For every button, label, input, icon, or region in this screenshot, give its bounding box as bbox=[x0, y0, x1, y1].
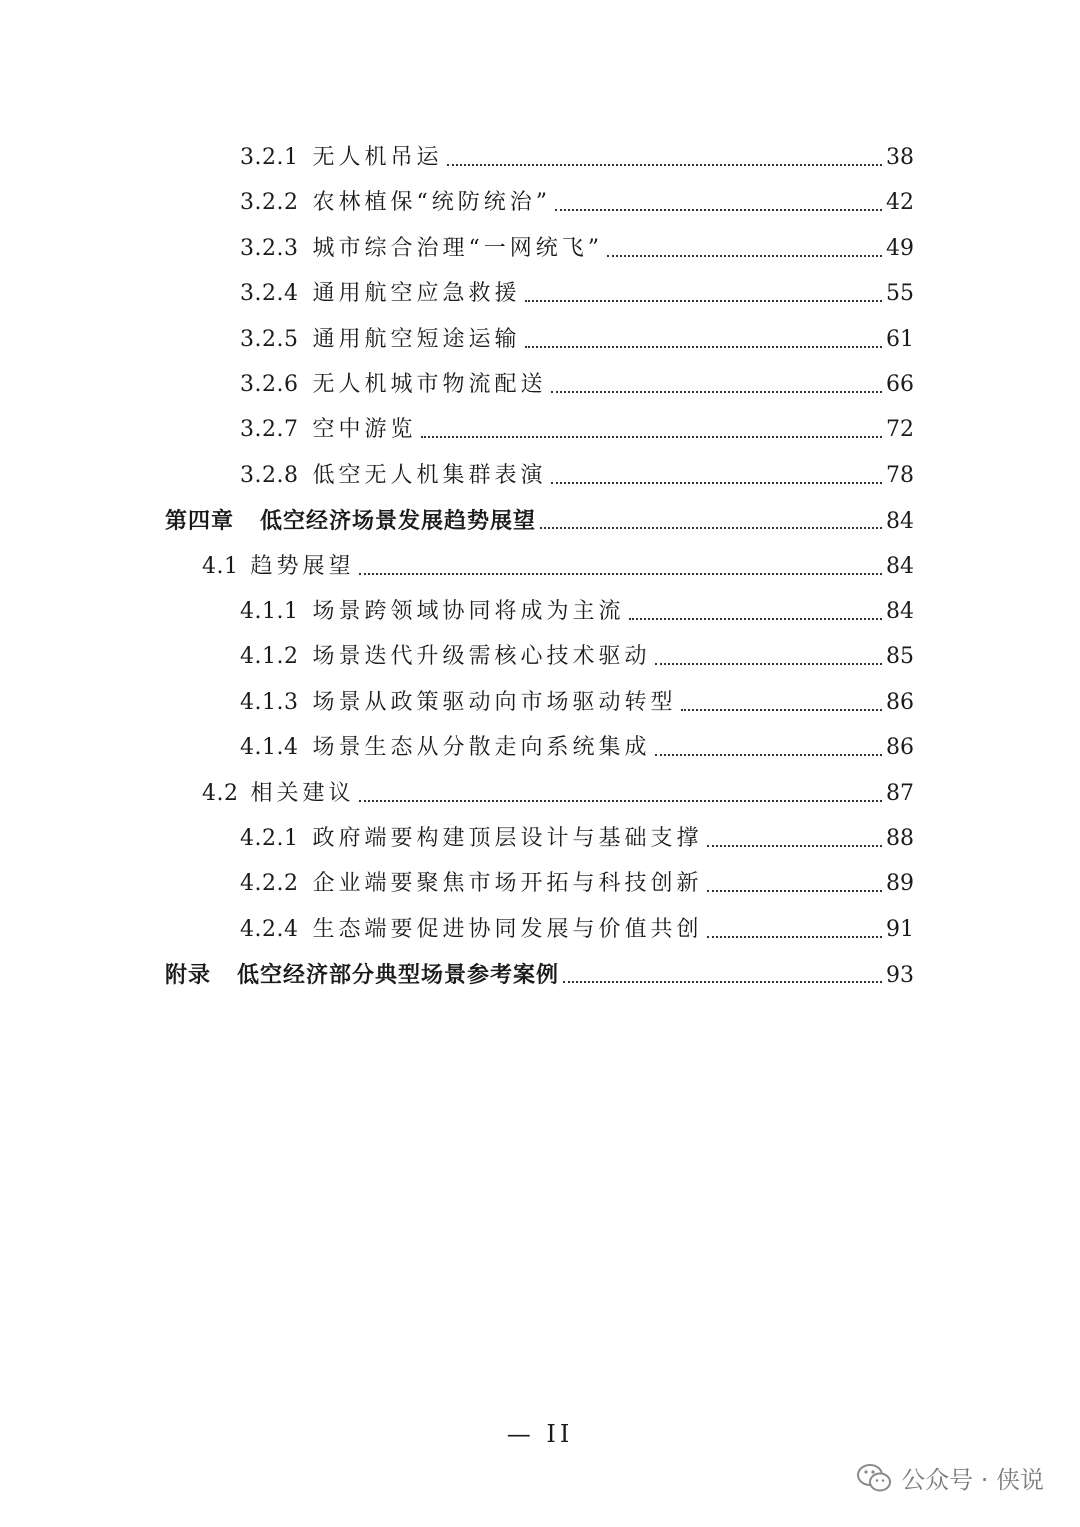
toc-entry bbox=[0, 183, 1080, 223]
dot-leader bbox=[525, 345, 883, 348]
wechat-icon bbox=[857, 1463, 891, 1493]
toc-entry bbox=[0, 138, 1080, 178]
toc-entry bbox=[0, 592, 1080, 632]
dot-leader bbox=[359, 799, 882, 802]
toc-entry-page: 38 bbox=[886, 145, 914, 170]
toc-entry-page: 89 bbox=[886, 871, 914, 897]
dot-leader bbox=[551, 390, 883, 393]
toc-entry-page: 66 bbox=[886, 372, 914, 397]
toc-entry-page: 86 bbox=[886, 735, 914, 761]
toc-entry bbox=[0, 910, 1080, 950]
toc-entry-number: 4.2 bbox=[202, 780, 239, 806]
toc-entry-page: 78 bbox=[886, 462, 914, 488]
toc-entry bbox=[0, 774, 1080, 814]
toc-entry-title: 场景生态从分散走向系统集成 bbox=[312, 735, 651, 761]
toc-entry bbox=[0, 864, 1080, 904]
watermark-text: 公众号 · 侠说 bbox=[901, 1466, 1044, 1494]
dot-leader bbox=[655, 753, 883, 756]
toc-entry-number: 第四章 bbox=[165, 508, 235, 535]
toc-entry-number: 4.2.4 bbox=[240, 916, 299, 942]
toc-entry bbox=[0, 547, 1080, 587]
toc-entry-number: 3.2.5 bbox=[240, 326, 299, 352]
toc-entry-page: 84 bbox=[886, 553, 914, 579]
toc-entry-page: 87 bbox=[886, 780, 914, 806]
dot-leader bbox=[421, 435, 883, 438]
toc-entry-number: 4.2.1 bbox=[240, 826, 299, 851]
toc-entry-title: 空中游览 bbox=[312, 417, 417, 443]
toc-entry-page: 91 bbox=[886, 916, 914, 942]
dot-leader bbox=[655, 662, 883, 665]
toc-entry-title: 生态端要促进协同发展与价值共创 bbox=[312, 916, 703, 942]
toc-entry-title: 通用航空应急救援 bbox=[312, 281, 521, 307]
toc-entry-number: 3.2.3 bbox=[240, 235, 299, 261]
toc-entry-number: 3.2.6 bbox=[240, 372, 299, 397]
toc-entry-page: 88 bbox=[886, 826, 914, 851]
toc-entry-page: 42 bbox=[886, 190, 914, 216]
toc-entry-number: 4.1 bbox=[202, 553, 239, 579]
toc-entry-title: 场景从政策驱动向市场驱动转型 bbox=[312, 689, 677, 715]
toc-entry bbox=[0, 637, 1080, 677]
toc-entry-page: 85 bbox=[886, 644, 914, 670]
dot-leader bbox=[707, 935, 883, 938]
toc-entry-number: 4.1.3 bbox=[240, 689, 299, 715]
toc-entry bbox=[0, 728, 1080, 768]
toc-entry-page: 61 bbox=[886, 326, 914, 352]
toc-entry-number: 4.1.4 bbox=[240, 735, 299, 761]
dot-leader bbox=[525, 299, 883, 302]
toc-entry-page: 84 bbox=[886, 599, 914, 624]
toc-entry-title: 场景迭代升级需核心技术驱动 bbox=[312, 644, 651, 670]
toc-entry bbox=[0, 410, 1080, 450]
toc-entry-number: 4.1.2 bbox=[240, 644, 299, 670]
dot-leader bbox=[563, 980, 882, 983]
toc-entry-title: 无人机吊运 bbox=[312, 145, 443, 170]
toc-entry-number: 附录 bbox=[165, 962, 212, 989]
toc-entry bbox=[0, 683, 1080, 723]
toc-entry-number: 4.2.2 bbox=[240, 871, 299, 897]
toc-entry-title: 低空经济部分典型场景参考案例 bbox=[237, 962, 560, 989]
toc-entry-page: 84 bbox=[886, 509, 914, 535]
toc-entry-title: 城市综合治理“一网统飞” bbox=[312, 235, 603, 261]
dot-leader bbox=[629, 617, 883, 620]
dot-leader bbox=[540, 526, 882, 529]
toc-entry bbox=[0, 320, 1080, 360]
toc-entry-title: 相关建议 bbox=[250, 780, 355, 806]
dot-leader bbox=[551, 481, 883, 484]
dot-leader bbox=[447, 163, 883, 166]
dot-leader bbox=[681, 708, 883, 711]
page-number: — II bbox=[506, 1420, 574, 1448]
toc-entry bbox=[0, 229, 1080, 269]
toc-entry-title: 企业端要聚焦市场开拓与科技创新 bbox=[312, 871, 703, 897]
toc-entry-title: 政府端要构建顶层设计与基础支撑 bbox=[312, 826, 703, 851]
dot-leader bbox=[707, 844, 883, 847]
toc-entry bbox=[0, 955, 1080, 995]
toc-entry-number: 3.2.1 bbox=[240, 145, 299, 170]
toc-entry bbox=[0, 365, 1080, 405]
dot-leader bbox=[707, 889, 883, 892]
dot-leader bbox=[607, 254, 882, 257]
watermark bbox=[857, 1460, 1044, 1495]
toc-entry bbox=[0, 274, 1080, 314]
toc-entry-page: 93 bbox=[886, 963, 914, 989]
toc-entry-number: 3.2.7 bbox=[240, 417, 299, 443]
toc-entry bbox=[0, 501, 1080, 541]
toc-entry-number: 4.1.1 bbox=[240, 599, 299, 624]
toc-entry-number: 3.2.2 bbox=[240, 190, 299, 216]
toc-entry-page: 86 bbox=[886, 689, 914, 715]
toc-entry-title: 农林植保“统防统治” bbox=[312, 190, 551, 216]
toc-entry-page: 49 bbox=[886, 235, 914, 261]
toc-entry-title: 无人机城市物流配送 bbox=[312, 372, 547, 397]
toc-entry-number: 3.2.4 bbox=[240, 281, 299, 307]
toc-entry bbox=[0, 456, 1080, 496]
toc-entry-title: 低空经济场景发展趋势展望 bbox=[260, 508, 537, 535]
toc-entry-title: 场景跨领域协同将成为主流 bbox=[312, 599, 625, 624]
toc-entry-title: 低空无人机集群表演 bbox=[312, 462, 547, 488]
toc-entry-title: 趋势展望 bbox=[250, 553, 355, 579]
toc-entry-page: 55 bbox=[886, 281, 914, 307]
toc-entry bbox=[0, 819, 1080, 859]
dot-leader bbox=[555, 208, 882, 211]
toc-entry-number: 3.2.8 bbox=[240, 462, 299, 488]
dot-leader bbox=[359, 572, 882, 575]
toc-entry-title: 通用航空短途运输 bbox=[312, 326, 521, 352]
toc-entry-page: 72 bbox=[886, 417, 914, 443]
